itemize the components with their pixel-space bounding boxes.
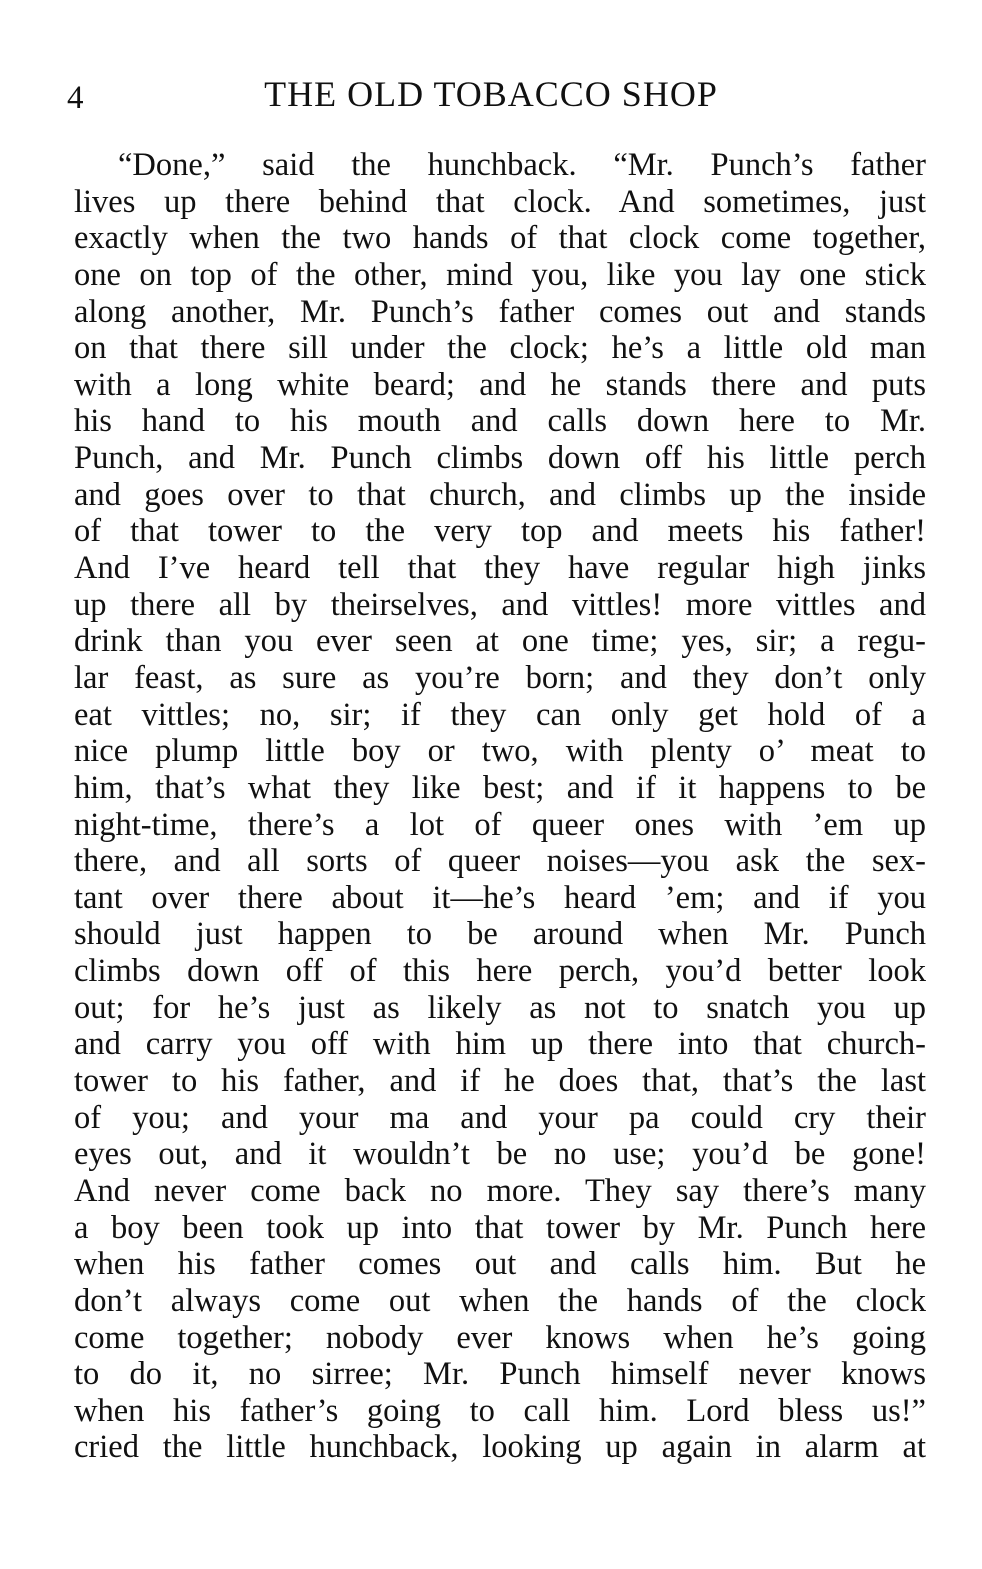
text-line: night-time, there’s a lot of queer ones with ’em up — [74, 806, 926, 843]
text-line: and carry you off with him up there into that church- — [74, 1026, 926, 1063]
text-line: one on top of the other, mind you, like you lay one stick — [74, 256, 926, 293]
text-line: on that there sill under the clock; he’s a little old man — [74, 330, 926, 367]
text-line: there, and all sorts of queer noises—you ask the sex- — [74, 843, 926, 880]
text-line: nice plump little boy or two, with plenty o’ meat to — [74, 733, 926, 770]
text-line: eyes out, and it wouldn’t be no use; you’d be gone! — [74, 1136, 926, 1173]
text-line: when his father comes out and calls him. But he — [74, 1246, 926, 1283]
text-line: to do it, no sirree; Mr. Punch himself never knows — [74, 1356, 926, 1393]
text-line: with a long white beard; and he stands there and puts — [74, 366, 926, 403]
text-line: him, that’s what they like best; and if it happens to be — [74, 769, 926, 806]
text-line: Punch, and Mr. Punch climbs down off his little perch — [74, 440, 926, 477]
text-line: of you; and your ma and your pa could cry their — [74, 1099, 926, 1136]
text-line: exactly when the two hands of that clock come together, — [74, 220, 926, 257]
running-head: THE OLD TOBACCO SHOP — [264, 74, 718, 114]
text-line: a boy been took up into that tower by Mr. Punch here — [74, 1209, 926, 1246]
text-line: And never come back no more. They say there’s many — [74, 1172, 926, 1209]
text-line: his hand to his mouth and calls down here to Mr. — [74, 403, 926, 440]
text-line: lives up there behind that clock. And sometimes, just — [74, 183, 926, 220]
text-line: out; for he’s just as likely as not to snatch you up — [74, 989, 926, 1026]
text-line: and goes over to that church, and climbs up the inside — [74, 476, 926, 513]
text-line: “Done,” said the hunchback. “Mr. Punch’s father — [118, 147, 926, 183]
text-line: come together; nobody ever knows when he’s going — [74, 1319, 926, 1356]
text-line: don’t always come out when the hands of the clock — [74, 1282, 926, 1319]
text-line: tant over there about it—he’s heard ’em; and if you — [74, 879, 926, 916]
text-line: tower to his father, and if he does that, that’s the last — [74, 1063, 926, 1100]
text-line: eat vittles; no, sir; if they can only get hold of a — [74, 696, 926, 733]
body-text — [74, 147, 926, 1466]
text-line: of that tower to the very top and meets his father! — [74, 513, 926, 550]
text-line: cried the little hunchback, looking up again in alarm at — [74, 1429, 926, 1466]
text-line: along another, Mr. Punch’s father comes out and stands — [74, 293, 926, 330]
text-line: climbs down off of this here perch, you’d better look — [74, 953, 926, 990]
text-line: up there all by theirselves, and vittles! more vittles and — [74, 586, 926, 623]
text-line: when his father’s going to call him. Lord bless us!” — [74, 1392, 926, 1429]
text-line: should just happen to be around when Mr. Punch — [74, 916, 926, 953]
text-line: lar feast, as sure as you’re born; and they don’t only — [74, 659, 926, 696]
text-line: And I’ve heard tell that they have regular high jinks — [74, 550, 926, 587]
text-line: drink than you ever seen at one time; yes, sir; a regu- — [74, 623, 926, 660]
page-number: 4 — [67, 80, 84, 116]
